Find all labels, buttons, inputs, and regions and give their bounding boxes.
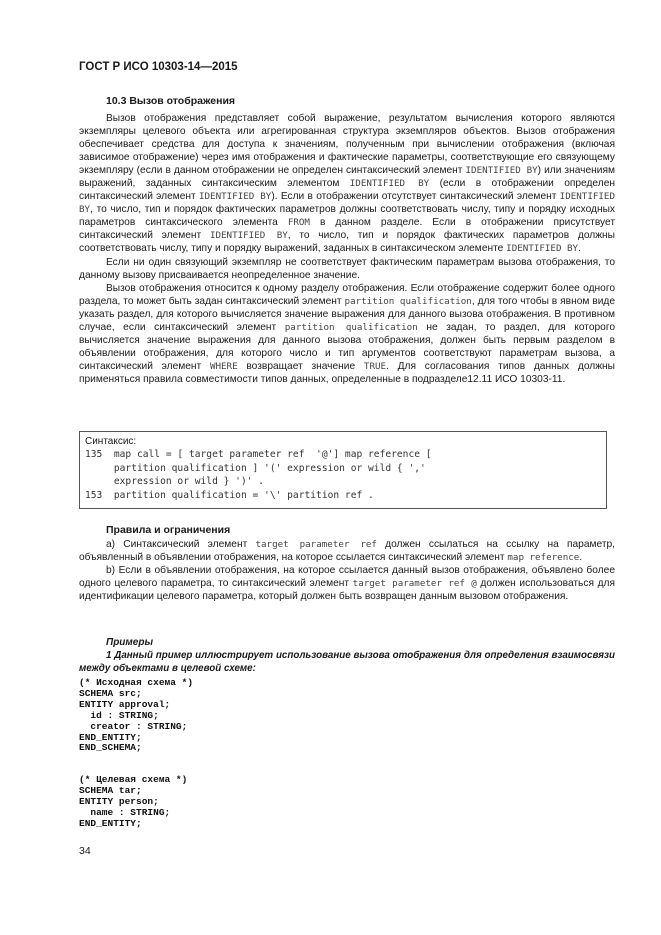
page-number: 34 xyxy=(79,845,91,857)
code-term: IDENTIFIED BY xyxy=(209,230,288,242)
paragraph-partition: Вызов отображения относится к одному разделу отображения. Если отображение содержит более одного раздела, то может быть задан синтаксический элемент partition qualification, для того чтобы в явном виде указать раздел, для которого вычисляется значение выражения для данного вызова отображения. В противном случае, если синтаксический элемент partition qualification не задан, то раздел, для которого вычисляется значение выражения для данного вызова отображения, должен быть первым разделом в объявлении отображения, для которого число и тип аргументов соответствуют параметрам вызова, а синтаксический элемент WHERE возвращает значение TRUE. Для согласования типов данных должны применяться правила совместимости типов данных, определенные в подразделе12.11 ИСО 10303-11. xyxy=(79,282,615,385)
section-title: 10.3 Вызов отображения xyxy=(106,95,236,107)
section-body xyxy=(79,112,615,386)
code-term: target parameter ref xyxy=(255,539,377,550)
source-schema-code: (* Исходная схема *) SCHEMA src; ENTITY approval; id : STRING; creator : STRING; END_ENTITY; END_SCHEMA; xyxy=(79,677,194,754)
code-term: WHERE xyxy=(209,360,238,372)
code-term: TRUE xyxy=(363,360,387,372)
code-term: IDENTIFIED BY xyxy=(465,165,538,177)
code-term: FROM xyxy=(287,217,310,229)
code-term: IDENTIFIED BY xyxy=(198,191,272,203)
code-term: IDENTIFIED BY xyxy=(79,191,615,216)
rule-a: а) Синтаксический элемент target parameter ref должен ссылаться на ссылку на параметр, объявленный в объявлении отображения, на которое ссылается синтаксический элемент map reference. xyxy=(79,539,615,564)
rules-body xyxy=(79,538,615,603)
syntax-line: expression or wild } ')' . xyxy=(85,476,265,487)
example-intro: 1 Данный пример иллюстрирует использование вызова отображения для определения взаимосвязи между объектами в целевой схеме: xyxy=(79,650,615,674)
rules-title: Правила и ограничения xyxy=(106,524,231,536)
code-term: partition qualification xyxy=(284,321,418,333)
examples-title: Примеры xyxy=(106,637,154,648)
syntax-line: 153 partition qualification = '\' partition ref . xyxy=(85,489,374,501)
code-term: target parameter ref @ xyxy=(352,578,477,590)
target-schema-code: (* Целевая схема *) SCHEMA tar; ENTITY person; name : STRING; END_ENTITY; xyxy=(79,774,188,829)
syntax-line: partition qualification ] '(' expression or wild { ',' xyxy=(85,462,426,474)
code-term: IDENTIFIED BY xyxy=(506,243,579,255)
code-term: map reference xyxy=(507,552,580,564)
paragraph-undefined-value: Если ни один связующий экземпляр не соответствует фактическим параметрам вызова отображения, то данному вызову присваивается неопределенное значение. xyxy=(79,256,615,281)
paragraph-map-call-definition: Вызов отображения представляет собой выражение, результатом вычисления которого являются экземпляры целевого объекта или агрегированная структура экземпляров объектов. Вызов отображения обеспечивает средства для доступа к значениям, полученным при вычислении отображения (включая зависимое отображение) через имя отображения и фактические параметры, соответствующие его связующему экземпляру (если в данном отображении не определен синтаксический элемент IDENTIFIED BY) или значениям выражений, заданных синтаксическим элементом IDENTIFIED BY (если в отображении определен синтаксический элемент IDENTIFIED BY). Если в отображении отсутствует синтаксический элемент IDENTIFIED BY, то число, тип и порядок фактических параметров должны соответствовать числу, типу и порядку исходных параметров синтаксического элемента FROM в данном разделе. Если в отображении присутствует синтаксический элемент IDENTIFIED BY, то число, тип и порядок фактических параметров должны соответствовать числу, типу и порядку выражений, заданных в синтаксическом элементе IDENTIFIED BY. xyxy=(79,113,615,255)
rule-b: b) Если в объявлении отображения, на которое ссылается данный вызов отображения, объявлено более одного целевого параметра, то синтаксический элемент target parameter ref @ должен использоваться для идентификации целевого параметра, который должен быть возвращен данным вызовом отображения. xyxy=(79,565,615,603)
syntax-line: 135 map call = [ target parameter ref '@'] map reference [ xyxy=(85,449,432,460)
code-term: partition qualification xyxy=(344,295,472,307)
code-term: IDENTIFIED BY xyxy=(349,178,430,190)
document-header: ГОСТ Р ИСО 10303-14—2015 xyxy=(79,61,238,73)
syntax-box xyxy=(79,431,607,509)
syntax-label: Синтаксис: xyxy=(85,436,137,447)
